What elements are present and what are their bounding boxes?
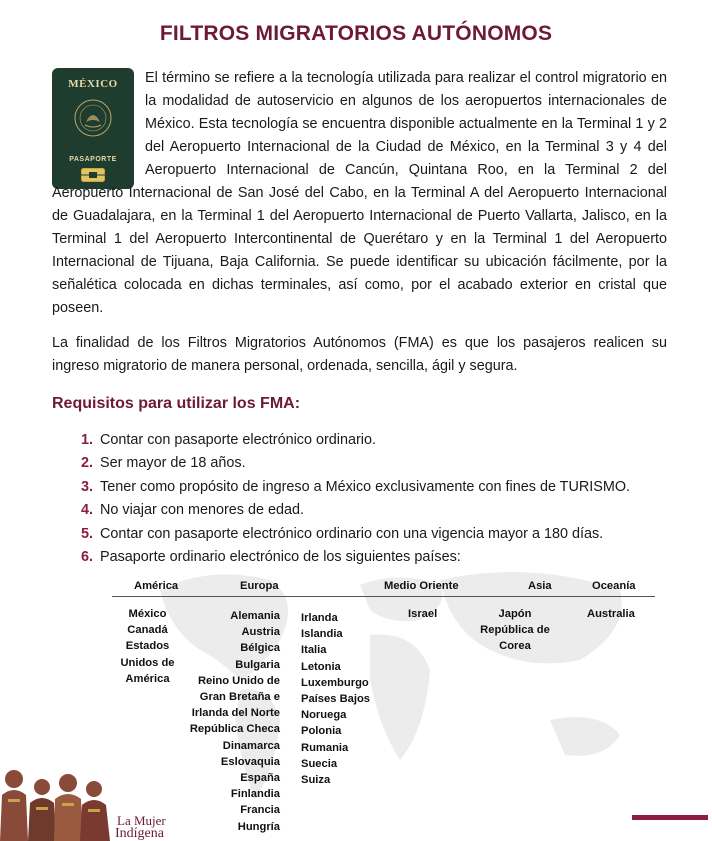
intro-paragraph: El término se refiere a la tecnología utilizada para realizar el control migratorio en la modalidad de autoservicio en algunos de los aeropuertos internacionales de México. Esta tecnología se encuentra disponible actualmente en la Terminal 1 y 2 del Aeropuerto Internacional de la Ciudad de México, en la Terminal 3 y 4 del Aeropuerto Internacional de Cancún, Quintana Roo, en la Terminal 2 del Aeropuerto Internacional de San José del Cabo, en la Terminal A del Aeropuerto Internacional de Guadalajara, en la Terminal 1 del Aeropuerto Internacional de Puerto Vallarta, Jalisco, en la Terminal 1 del Aeropuerto Intercontinental de Querétaro y en la Terminal 1 del Aeropuerto Internacional de Tijuana, Baja California. Se puede identificar su ubicación fácilmente, por la señalética colocada en dichas terminales, así como, por el acabado exterior en cristal que poseen. [52,70,667,316]
europa-countries-col1: Alemania Austria Bélgica Bulgaria Reino Unido de Gran Bretaña e Irlanda del Norte República Checa Dinamarca Eslovaquia España Finlandia Francia Hungría [189,610,280,833]
logo-line2: Indígena [115,826,164,841]
passport-label: PASAPORTE [69,156,117,163]
requirements-title: Requisitos para utilizar los FMA: [52,395,301,412]
region-header-america: América [134,580,179,592]
oceania-countries: Australia [587,608,635,620]
purpose-paragraph: La finalidad de los Filtros Migratorios Autónomos (FMA) es que los pasajeros realicen su ingreso migratorio de manera personal, ordenada, sencilla, ágil y segura. [52,335,667,374]
page-title: FILTROS MIGRATORIOS AUTÓNOMOS [159,22,553,45]
region-header-oceania: Oceanía [592,580,636,592]
america-countries: México Canadá Estados Unidos de América [120,608,175,685]
list-item: 6. Pasaporte ordinario electrónico de los siguientes países: [80,548,461,565]
header-divider [112,596,655,597]
europa-countries-col2: Irlanda Islandia Italia Letonia Luxemburgo Países Bajos Noruega Polonia Rumania Suecia Suiza [301,612,371,787]
indigenous-women-illustration [0,765,115,841]
passport-country: MÉXICO [68,78,118,90]
medio-oriente-countries: Israel [408,608,438,620]
list-item: 3. Tener como propósito de ingreso a México exclusivamente con fines de TURISMO. [80,478,631,495]
list-item: 2. Ser mayor de 18 años. [80,455,246,472]
footer-accent-bar [632,815,708,820]
logo-line1: La Mujer [117,813,166,828]
list-item: 1. Contar con pasaporte electrónico ordinario. [80,432,376,448]
list-item: 4. No viajar con menores de edad. [80,502,304,519]
list-item: 5. Contar con pasaporte electrónico ordinario con una vigencia mayor a 180 días. [80,525,604,542]
asia-countries: Japón República de Corea [480,608,550,653]
region-header-asia: Asia [528,580,552,592]
region-header-medio-oriente: Medio Oriente [384,580,459,592]
requirements-list [52,429,692,569]
region-header-europa: Europa [240,580,279,592]
la-mujer-indigena-logo [0,765,175,841]
